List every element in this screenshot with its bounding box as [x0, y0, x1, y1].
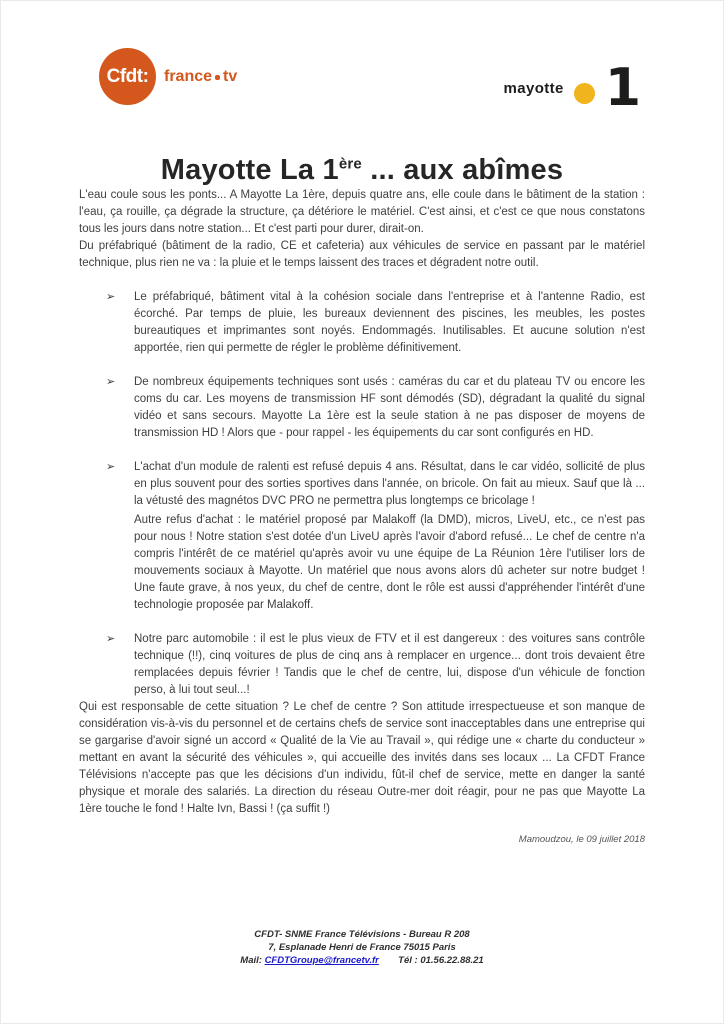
bullet-4-text: Notre parc automobile : il est le plus vieux de FTV et il est dangereux : des voitures sans contrôle technique (!!), cinq voitures de plus de cinq ans à remplacer en urgence... dont trois devaient être remplacées depuis février ! Tandis que le chef de centre, lui, dispose d'un véhicule de fonction perso, à lui tout seul...! — [134, 633, 645, 696]
footer-telephone: Tél : 01.56.22.88.21 — [398, 955, 484, 966]
document-footer — [1, 928, 723, 967]
title-part1: Mayotte La 1 — [160, 154, 339, 186]
francetv-word2: tv — [223, 67, 238, 85]
title-part2: ... aux abîmes — [361, 154, 564, 186]
footer-line-3 — [1, 954, 723, 967]
bullet-3-text-2: Autre refus d'achat : le matériel proposé par Malakoff (la DMD), micros, LiveU, etc., ce n'est pas pour nous ! Notre station s'est dotée d'un LiveU après l'avoir d'abord refusé... Le chef de centre n'a compris l'intérêt de ce matériel qu'après avoir vu une équipe de La Réunion 1ère l'utiliser lors de mouvements sociaux à Mayotte. Un matériel que nous avons alors dû acheter sur notre budget ! Une faute grave, à nos yeux, du chef de centre, dont le rôle est aussi d'appréhender l'intérêt d'une technologie proposée par Malakoff. — [134, 514, 645, 611]
intro-paragraph-1: L'eau coule sous les ponts... A Mayotte La 1ère, depuis quatre ans, elle coule dans le bâtiment de la station : l'eau, ça rouille, ça dégrade la structure, ça détériore le matériel. C'est ainsi, et c'est ce que nous constatons tous les jours dans notre station... Et c'est parti pour durer, dirait-on. — [79, 189, 645, 235]
channel-one-glyph: 1 — [604, 58, 641, 118]
arrow-bullet-icon: ➢ — [106, 461, 116, 473]
footer-line-1: CFDT- SNME France Télévisions - Bureau R 208 — [254, 929, 470, 940]
email-link[interactable]: CFDTGroupe@francetv.fr — [264, 955, 379, 966]
francetv-dot-icon — [215, 75, 220, 80]
bullet-list — [79, 289, 645, 699]
bullet-item-4 — [79, 631, 645, 699]
bullet-item-3 — [79, 459, 645, 614]
cfdt-logo-icon: Cfdt: — [99, 48, 156, 105]
arrow-bullet-icon: ➢ — [106, 633, 116, 645]
closing-paragraph: Qui est responsable de cette situation ? Le chef de centre ? Son attitude irrespectueuse et son manque de considération vis-à-vis du personnel et de certains chefs de service sont inacceptables dans une entreprise qui se gargarise d'avoir signé un accord « Qualité de la Vie au Travail », qui rédige une « charte du conducteur » mettant en avant la sécurité des véhicules », qui accueille des invités dans ses locaux ... La CFDT France Télévisions n'accepte pas que les décisions d'un individu, fût-il chef de service, mette en danger la santé physique et morale des salariés. La direction du réseau Outre-mer doit réagir, pour ne pas que Mayotte La 1ère touche le fond ! Halte Ivn, Bassi ! (ça suffit !) — [79, 701, 645, 815]
mayotte-la-1ere-logo — [503, 58, 641, 118]
bullet-2-text: De nombreux équipements techniques sont usés : caméras du car et du plateau TV ou encore les coms du car. Les moyens de transmission HF sont démodés (SD), dégradant la qualité du signal vidéo et sans secours. Mayotte La 1ère est la seule station à ne pas disposer de moyens de transmission HD ! Alors que - pour rappel - les équipements du car sont configurés en HD. — [134, 376, 645, 439]
bullet-item-1 — [79, 289, 645, 357]
yellow-dot-icon — [574, 83, 595, 104]
bullet-1-text: Le préfabriqué, bâtiment vital à la cohésion sociale dans l'entreprise et à l'antenne Radio, est écorché. Par temps de pluie, les bureaux deviennent des piscines, les meubles, les postes bureautiques et imprimantes sont noyés. Endommagés. Inutilisables. Et aucune solution n'est apportée, rien qui permette de régler le problème définitivement. — [134, 291, 645, 354]
francetv-wordmark — [164, 68, 237, 86]
arrow-bullet-icon: ➢ — [106, 291, 116, 303]
bullet-item-2 — [79, 374, 645, 442]
document-body — [79, 187, 645, 848]
arrow-bullet-icon: ➢ — [106, 376, 116, 388]
dateline: Mamoudzou, le 09 juillet 2018 — [518, 834, 645, 845]
header — [79, 48, 645, 118]
francetv-word1: france — [164, 67, 213, 85]
bullet-3-text-1: L'achat d'un module de ralenti est refusé depuis 4 ans. Résultat, dans le car vidéo, sollicité de plus en plus souvent pour des sorties sportives dans l'année, on bricole. On fait au mieux. Sauf que là ... la vétusté des magnétos DVC PRO ne permettra plus longtemps ce bricolage ! — [134, 461, 645, 507]
footer-line-2: 7, Esplanade Henri de France 75015 Paris — [268, 942, 456, 953]
page-title — [79, 154, 645, 187]
cfdt-francetv-logo — [99, 48, 237, 105]
mayotte-wordmark: mayotte — [503, 80, 564, 98]
title-superscript: ère — [338, 155, 362, 173]
intro-paragraph-2: Du préfabriqué (bâtiment de la radio, CE et cafeteria) aux véhicules de service en passant par le matériel technique, plus rien ne va : la pluie et le temps laissent des traces et dégradent notre outil. — [79, 240, 645, 269]
footer-mail-label: Mail: — [240, 955, 262, 966]
